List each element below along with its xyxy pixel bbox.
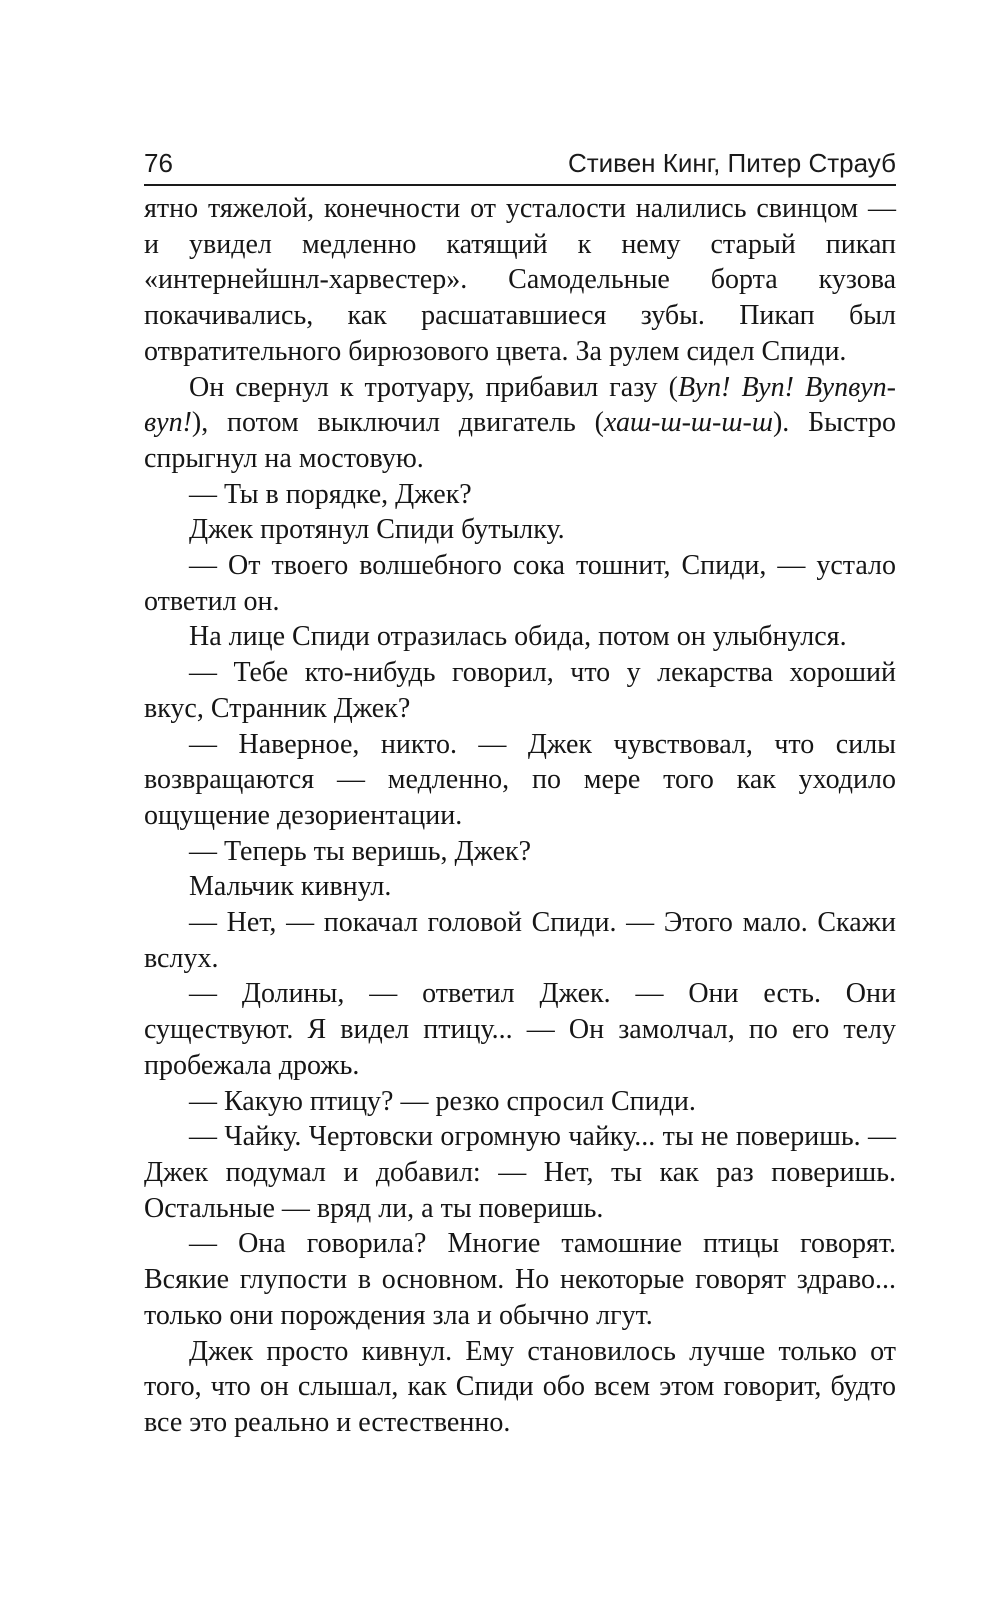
italic-text: хаш-ш-ш-ш-ш [603, 407, 773, 439]
text-run: — Долины, — ответил Джек. — Они есть. Они существуют. Я видел птицу... — Он замолчал, по его телу пробежала дрожь. [144, 978, 896, 1081]
text-run: ). Быстро спрыгнул на мостовую. [144, 407, 896, 474]
paragraph [144, 1334, 896, 1441]
paragraph [144, 1084, 896, 1120]
paragraph [144, 191, 896, 370]
body-text [144, 191, 896, 1441]
page-header [144, 146, 896, 186]
text-run: Джек просто кивнул. Ему становилось лучше только от того, что он слышал, как Спиди обо всем этом говорит, будто все это реально и естественно. [144, 1335, 896, 1438]
paragraph [144, 655, 896, 726]
text-run: ), потом выключил двигатель ( [191, 407, 604, 439]
italic-text: Вуп! Вуп! Вупвуп-вуп! [144, 371, 896, 439]
paragraph [144, 512, 896, 548]
paragraph [144, 976, 896, 1083]
paragraph [144, 477, 896, 513]
paragraph [144, 727, 896, 834]
text-run: Джек протянул Спиди бутылку. [189, 514, 565, 546]
paragraph [144, 1119, 896, 1226]
paragraph [144, 869, 896, 905]
text-run: — Тебе кто-нибудь говорил, что у лекарства хороший вкус, Странник Джек? [144, 657, 896, 724]
text-run: На лице Спиди отразилась обида, потом он улыбнулся. [189, 621, 847, 653]
text-run: — Она говорила? Многие тамошние птицы говорят. Всякие глупости в основном. Но некоторые говорят здраво... только они порождения зла и обычно лгут. [144, 1228, 896, 1331]
text-run: — Чайку. Чертовски огромную чайку... ты не поверишь. — Джек подумал и добавил: — Нет, ты как раз поверишь. Остальные — вряд ли, а ты поверишь. [144, 1121, 896, 1224]
paragraph [144, 619, 896, 655]
paragraph [144, 905, 896, 976]
text-run: — Ты в порядке, Джек? [189, 478, 472, 510]
text-run: — Теперь ты веришь, Джек? [189, 835, 532, 867]
text-run: ятно тяжелой, конечности от усталости налились свинцом — и увидел медленно катящий к нему старый пикап «интернейшнл-харвестер». Самодельные борта кузова покачивались, как расшатавшиеся зубы. Пикап был отвратительного бирюзового цвета. За рулем сидел Спиди. [144, 193, 896, 367]
page-number: 76 [144, 148, 173, 178]
running-head: Стивен Кинг, Питер Страуб [567, 148, 896, 178]
text-run: Мальчик кивнул. [189, 871, 392, 903]
text-run: — Наверное, никто. — Джек чувствовал, что силы возвращаются — медленно, по мере того как уходило ощущение дезориентации. [144, 728, 896, 831]
text-run: Он свернул к тротуару, прибавил газу ( [189, 371, 678, 403]
paragraph [144, 548, 896, 619]
paragraph [144, 834, 896, 870]
text-run: — От твоего волшебного сока тошнит, Спиди, — устало ответил он. [144, 550, 896, 617]
text-run: — Какую птицу? — резко спросил Спиди. [189, 1085, 696, 1117]
paragraph [144, 370, 896, 477]
paragraph [144, 1226, 896, 1333]
text-run: — Нет, — покачал головой Спиди. — Этого мало. Скажи вслух. [144, 907, 896, 974]
